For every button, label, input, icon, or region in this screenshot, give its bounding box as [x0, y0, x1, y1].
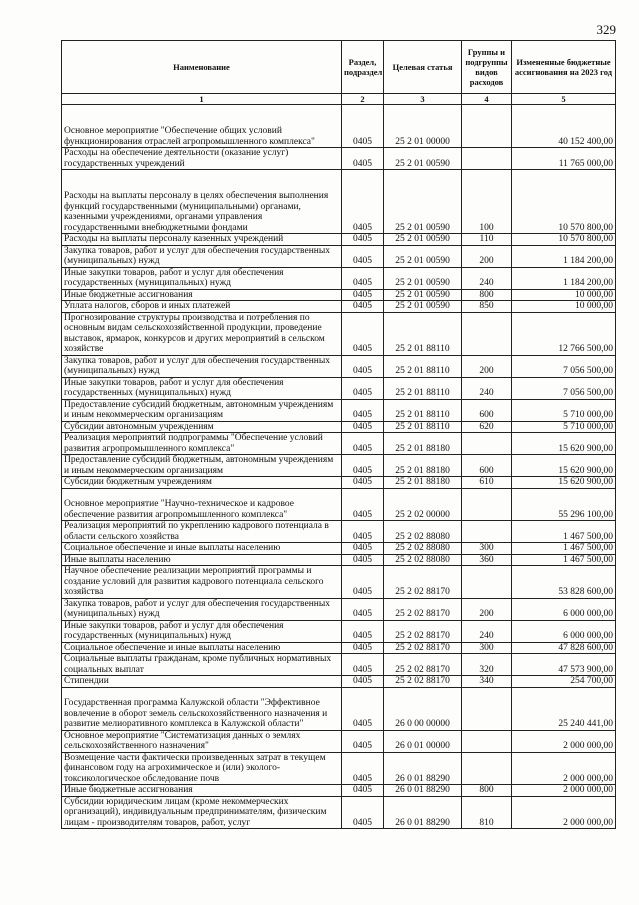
- table-row: [62, 421, 616, 433]
- row-name: Расходы на выплаты персоналу казенных учреждений: [62, 234, 342, 246]
- row-expense-group: 810: [462, 796, 512, 829]
- row-section: 0405: [342, 796, 384, 829]
- table-row: [62, 554, 616, 566]
- row-section: 0405: [342, 245, 384, 267]
- row-expense-group: 200: [462, 598, 512, 620]
- row-target-article: 25 2 01 88110: [384, 377, 462, 399]
- budget-table-container: [61, 40, 615, 829]
- row-amount: 47 573 900,00: [512, 654, 616, 676]
- row-amount: 15 620 900,00: [512, 477, 616, 489]
- row-target-article: 25 2 01 00000: [384, 105, 462, 148]
- row-expense-group: 800: [462, 785, 512, 797]
- row-section: 0405: [342, 543, 384, 555]
- row-expense-group: 300: [462, 543, 512, 555]
- row-expense-group: 850: [462, 301, 512, 313]
- row-target-article: 25 2 01 88110: [384, 312, 462, 355]
- header-expense-groups: Группы и подгруппы видов расходов: [462, 41, 512, 94]
- row-expense-group: [462, 312, 512, 355]
- row-name: Государственная программа Калужской области "Эффективное вовлечение в оборот земель сельскохозяйственного назначения и развитие мелиоративного комплекса в Калужской области": [62, 687, 342, 730]
- row-expense-group: 240: [462, 377, 512, 399]
- header-amount-2023: Измененные бюджетные ассигнования на 2023 год: [512, 41, 616, 94]
- column-number: 3: [384, 94, 462, 105]
- row-section: 0405: [342, 687, 384, 730]
- table-row: [62, 620, 616, 642]
- row-expense-group: [462, 521, 512, 543]
- row-name: Стипендии: [62, 676, 342, 688]
- row-amount: 5 710 000,00: [512, 399, 616, 421]
- row-target-article: 26 0 01 88290: [384, 752, 462, 785]
- table-row: [62, 267, 616, 289]
- row-name: Субсидии бюджетным учреждениям: [62, 477, 342, 489]
- row-name: Субсидии юридическим лицам (кроме некоммерческих организаций), индивидуальным предпринимателям, физическим лицам - производителям товаров, работ, услуг: [62, 796, 342, 829]
- row-target-article: 25 2 01 00590: [384, 245, 462, 267]
- row-expense-group: [462, 566, 512, 599]
- table-row: [62, 355, 616, 377]
- row-name: Социальное обеспечение и иные выплаты населению: [62, 642, 342, 654]
- row-expense-group: [462, 730, 512, 752]
- row-target-article: 25 2 02 88170: [384, 676, 462, 688]
- table-row: [62, 312, 616, 355]
- header-target-article: Целевая статья: [384, 41, 462, 94]
- row-name: Расходы на обеспечение деятельности (оказание услуг) государственных учреждений: [62, 148, 342, 170]
- row-expense-group: 320: [462, 654, 512, 676]
- row-expense-group: [462, 148, 512, 170]
- table-row: [62, 598, 616, 620]
- column-number: 2: [342, 94, 384, 105]
- column-number: 5: [512, 94, 616, 105]
- row-expense-group: 340: [462, 676, 512, 688]
- row-name: Закупка товаров, работ и услуг для обеспечения государственных (муниципальных) нужд: [62, 598, 342, 620]
- table-row: [62, 543, 616, 555]
- row-expense-group: 240: [462, 267, 512, 289]
- row-amount: 15 620 900,00: [512, 455, 616, 477]
- row-amount: 11 765 000,00: [512, 148, 616, 170]
- row-amount: 2 000 000,00: [512, 785, 616, 797]
- row-name: Основное мероприятие "Обеспечение общих условий функционирования отраслей агропромышленного комплекса": [62, 105, 342, 148]
- table-row: [62, 654, 616, 676]
- row-amount: 53 828 600,00: [512, 566, 616, 599]
- row-name: Социальное обеспечение и иные выплаты населению: [62, 543, 342, 555]
- row-name: Иные закупки товаров, работ и услуг для обеспечения государственных (муниципальных) нужд: [62, 620, 342, 642]
- row-section: 0405: [342, 455, 384, 477]
- row-section: 0405: [342, 105, 384, 148]
- row-amount: 254 700,00: [512, 676, 616, 688]
- row-amount: 1 467 500,00: [512, 543, 616, 555]
- table-row: [62, 170, 616, 234]
- row-amount: 55 296 100,00: [512, 488, 616, 521]
- table-row: [62, 433, 616, 455]
- row-amount: 2 000 000,00: [512, 730, 616, 752]
- row-name: Основное мероприятие "Научно-техническое и кадровое обеспечение развития агропромышленного комплекса": [62, 488, 342, 521]
- table-header-row: [62, 41, 616, 94]
- table-row: [62, 399, 616, 421]
- row-expense-group: 300: [462, 642, 512, 654]
- table-row: [62, 488, 616, 521]
- row-target-article: 25 2 02 88170: [384, 598, 462, 620]
- table-row: [62, 785, 616, 797]
- row-section: 0405: [342, 752, 384, 785]
- row-name: Уплата налогов, сборов и иных платежей: [62, 301, 342, 313]
- table-row: [62, 752, 616, 785]
- row-amount: 5 710 000,00: [512, 421, 616, 433]
- row-section: 0405: [342, 234, 384, 246]
- row-name: Научное обеспечение реализации мероприятий программы и создание условий для развития кадрового потенциала сельского хозяйства: [62, 566, 342, 599]
- row-amount: 12 766 500,00: [512, 312, 616, 355]
- row-expense-group: [462, 105, 512, 148]
- row-expense-group: 200: [462, 245, 512, 267]
- row-expense-group: 100: [462, 170, 512, 234]
- row-expense-group: [462, 488, 512, 521]
- row-target-article: 25 2 02 88080: [384, 554, 462, 566]
- row-target-article: 25 2 01 00590: [384, 234, 462, 246]
- row-target-article: 25 2 01 88180: [384, 455, 462, 477]
- row-amount: 6 000 000,00: [512, 598, 616, 620]
- row-name: Субсидии автономным учреждениям: [62, 421, 342, 433]
- table-row: [62, 234, 616, 246]
- row-target-article: 25 2 01 00590: [384, 148, 462, 170]
- row-section: 0405: [342, 642, 384, 654]
- table-row: [62, 455, 616, 477]
- row-section: 0405: [342, 488, 384, 521]
- column-number: 1: [62, 94, 342, 105]
- row-expense-group: 240: [462, 620, 512, 642]
- table-row: [62, 301, 616, 313]
- row-name: Возмещение части фактически произведенных затрат в текущем финансовом году на агрохимическое и (или) эколого-токсикологическое обследование почв: [62, 752, 342, 785]
- table-row: [62, 245, 616, 267]
- row-amount: 1 467 500,00: [512, 521, 616, 543]
- row-name: Иные бюджетные ассигнования: [62, 785, 342, 797]
- row-expense-group: [462, 687, 512, 730]
- table-row: [62, 377, 616, 399]
- header-name: Наименование: [62, 41, 342, 94]
- budget-table: [61, 40, 616, 829]
- row-target-article: 25 2 02 88170: [384, 642, 462, 654]
- row-amount: 10 570 800,00: [512, 234, 616, 246]
- row-amount: 15 620 900,00: [512, 433, 616, 455]
- row-target-article: 25 2 02 88080: [384, 521, 462, 543]
- row-name: Предоставление субсидий бюджетным, автономным учреждениям и иным некоммерческим организациям: [62, 455, 342, 477]
- row-expense-group: 620: [462, 421, 512, 433]
- row-expense-group: [462, 752, 512, 785]
- row-target-article: 25 2 01 00590: [384, 289, 462, 301]
- row-name: Социальные выплаты гражданам, кроме публичных нормативных социальных выплат: [62, 654, 342, 676]
- row-expense-group: [462, 433, 512, 455]
- row-amount: 1 184 200,00: [512, 245, 616, 267]
- table-row: [62, 676, 616, 688]
- row-amount: 10 570 800,00: [512, 170, 616, 234]
- table-body: [62, 105, 616, 829]
- row-section: 0405: [342, 267, 384, 289]
- table-row: [62, 796, 616, 829]
- row-target-article: 26 0 01 00000: [384, 730, 462, 752]
- row-amount: 10 000,00: [512, 301, 616, 313]
- row-section: 0405: [342, 312, 384, 355]
- row-section: 0405: [342, 421, 384, 433]
- row-amount: 40 152 400,00: [512, 105, 616, 148]
- row-target-article: 25 2 02 88080: [384, 543, 462, 555]
- row-expense-group: 110: [462, 234, 512, 246]
- row-name: Закупка товаров, работ и услуг для обеспечения государственных (муниципальных) нужд: [62, 355, 342, 377]
- row-section: 0405: [342, 730, 384, 752]
- header-section: Раздел, подраздел: [342, 41, 384, 94]
- table-row: [62, 289, 616, 301]
- row-section: 0405: [342, 598, 384, 620]
- row-target-article: 25 2 01 88180: [384, 477, 462, 489]
- row-name: Закупка товаров, работ и услуг для обеспечения государственных (муниципальных) нужд: [62, 245, 342, 267]
- row-name: Прогнозирование структуры производства и потребления по основным видам сельскохозяйственной продукции, проведение выставок, ярмарок, конкурсов и других мероприятий в сельском хозяйстве: [62, 312, 342, 355]
- row-amount: 6 000 000,00: [512, 620, 616, 642]
- row-expense-group: 800: [462, 289, 512, 301]
- row-target-article: 25 2 01 00590: [384, 267, 462, 289]
- row-section: 0405: [342, 654, 384, 676]
- row-target-article: 25 2 01 00590: [384, 170, 462, 234]
- row-expense-group: 600: [462, 455, 512, 477]
- row-section: 0405: [342, 399, 384, 421]
- row-expense-group: 600: [462, 399, 512, 421]
- row-name: Иные закупки товаров, работ и услуг для обеспечения государственных (муниципальных) нужд: [62, 267, 342, 289]
- row-target-article: 25 2 02 88170: [384, 566, 462, 599]
- table-row: [62, 148, 616, 170]
- row-target-article: 26 0 01 88290: [384, 785, 462, 797]
- column-number: 4: [462, 94, 512, 105]
- row-name: Предоставление субсидий бюджетным, автономным учреждениям и иным некоммерческим организациям: [62, 399, 342, 421]
- row-section: 0405: [342, 170, 384, 234]
- row-name: Основное мероприятие "Систематизация данных о землях сельскохозяйственного назначения": [62, 730, 342, 752]
- row-amount: 25 240 441,00: [512, 687, 616, 730]
- row-section: 0405: [342, 355, 384, 377]
- row-expense-group: 200: [462, 355, 512, 377]
- table-row: [62, 642, 616, 654]
- row-target-article: 25 2 02 88170: [384, 620, 462, 642]
- row-target-article: 25 2 01 88110: [384, 399, 462, 421]
- row-section: 0405: [342, 148, 384, 170]
- table-row: [62, 730, 616, 752]
- row-amount: 1 184 200,00: [512, 267, 616, 289]
- row-name: Иные закупки товаров, работ и услуг для обеспечения государственных (муниципальных) нужд: [62, 377, 342, 399]
- row-expense-group: 360: [462, 554, 512, 566]
- row-amount: 10 000,00: [512, 289, 616, 301]
- row-target-article: 25 2 01 88110: [384, 355, 462, 377]
- row-amount: 2 000 000,00: [512, 796, 616, 829]
- row-target-article: 25 2 01 88180: [384, 433, 462, 455]
- row-section: 0405: [342, 676, 384, 688]
- row-expense-group: 610: [462, 477, 512, 489]
- row-amount: 7 056 500,00: [512, 355, 616, 377]
- row-amount: 1 467 500,00: [512, 554, 616, 566]
- row-amount: 7 056 500,00: [512, 377, 616, 399]
- table-row: [62, 687, 616, 730]
- page-number: 329: [596, 22, 616, 37]
- row-target-article: 26 0 01 88290: [384, 796, 462, 829]
- row-name: Иные выплаты населению: [62, 554, 342, 566]
- row-section: 0405: [342, 377, 384, 399]
- row-section: 0405: [342, 554, 384, 566]
- row-target-article: 25 2 01 00590: [384, 301, 462, 313]
- row-section: 0405: [342, 301, 384, 313]
- table-row: [62, 105, 616, 148]
- row-section: 0405: [342, 289, 384, 301]
- row-target-article: 25 2 02 88170: [384, 654, 462, 676]
- row-section: 0405: [342, 566, 384, 599]
- row-target-article: 25 2 01 88110: [384, 421, 462, 433]
- row-section: 0405: [342, 477, 384, 489]
- row-target-article: 26 0 00 00000: [384, 687, 462, 730]
- row-section: 0405: [342, 620, 384, 642]
- table-row: [62, 477, 616, 489]
- column-number-row: [62, 94, 616, 105]
- row-section: 0405: [342, 785, 384, 797]
- row-name: Иные бюджетные ассигнования: [62, 289, 342, 301]
- row-target-article: 25 2 02 00000: [384, 488, 462, 521]
- row-section: 0405: [342, 521, 384, 543]
- row-name: Реализация мероприятий подпрограммы "Обеспечение условий развития агропромышленного комплекса": [62, 433, 342, 455]
- row-section: 0405: [342, 433, 384, 455]
- row-amount: 47 828 600,00: [512, 642, 616, 654]
- table-row: [62, 521, 616, 543]
- row-name: Реализация мероприятий по укреплению кадрового потенциала в области сельского хозяйства: [62, 521, 342, 543]
- table-row: [62, 566, 616, 599]
- row-amount: 2 000 000,00: [512, 752, 616, 785]
- row-name: Расходы на выплаты персоналу в целях обеспечения выполнения функций государственными (муниципальными) органами, казенными учреждениями, органами управления государственными внебюджетными фондами: [62, 170, 342, 234]
